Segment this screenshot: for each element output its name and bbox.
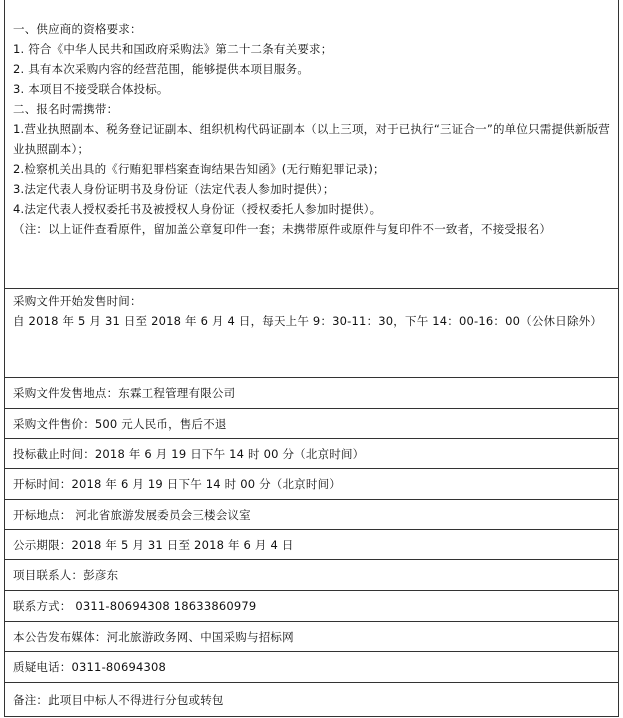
registration-item-3: 3.法定代表人身份证明书及身份证（法定代表人参加时提供）； xyxy=(13,182,335,196)
sale-time-title: 采购文件开始发售时间： xyxy=(13,294,142,308)
bid-opening-location-text: 开标地点： 河北省旅游发展委员会三楼会议室 xyxy=(13,507,251,522)
query-phone-row xyxy=(5,652,618,683)
registration-note: （注：以上证件查看原件，留加盖公章复印件一套；未携带原件或原件与复印件不一致者，不接受报名） xyxy=(13,222,552,236)
publish-media-text: 本公告发布媒体：河北旅游政务网、中国采购与招标网 xyxy=(13,629,294,644)
announcement-table xyxy=(4,0,619,717)
publicity-period-text: 公示期限：2018 年 5 月 31 日至 2018 年 6 月 4 日 xyxy=(13,537,294,552)
sale-place-row xyxy=(5,378,618,409)
qualification-heading: 一、供应商的资格要求： xyxy=(13,22,142,36)
registration-heading: 二、报名时需携带： xyxy=(13,102,119,116)
project-contact-text: 项目联系人：彭彦东 xyxy=(13,568,119,582)
publicity-period-row xyxy=(5,530,618,560)
qualification-item-3: 3. 本项目不接受联合体投标。 xyxy=(13,82,169,96)
sale-time-period: 自 2018 年 5 月 31 日至 2018 年 6 月 4 日，每天上午 9：30-11：30，下午 14：00-16：00（公休日除外） xyxy=(13,314,603,328)
contact-phones-text: 联系方式： 0311-80694308 18633860979 xyxy=(13,599,257,613)
registration-item-1: 1.营业执照副本、税务登记证副本、组织机构代码证副本（以上三项，对于已执行“三证合一”的单位只需提供新版营业执照副本）； xyxy=(13,122,610,156)
registration-item-2: 2.检察机关出具的《行贿犯罪档案查询结果告知函》(无行贿犯罪记录)； xyxy=(13,162,385,176)
query-phone-text: 质疑电话：0311-80694308 xyxy=(13,660,167,674)
bid-deadline-text: 投标截止时间：2018 年 6 月 19 日下午 14 时 00 分（北京时间） xyxy=(13,446,365,461)
requirements-cell xyxy=(5,0,618,289)
registration-item-4: 4.法定代表人授权委托书及被授权人身份证（授权委托人参加时提供）。 xyxy=(13,202,382,216)
bid-opening-time-row xyxy=(5,469,618,500)
bid-deadline-row xyxy=(5,439,618,469)
sale-price-text: 采购文件售价：500 元人民币，售后不退 xyxy=(13,416,227,431)
sale-time-cell xyxy=(5,289,618,378)
sale-place-text: 采购文件发售地点：东霖工程管理有限公司 xyxy=(13,386,236,400)
project-contact-row xyxy=(5,560,618,591)
qualification-item-1: 1. 符合《中华人民共和国政府采购法》第二十二条有关要求； xyxy=(13,42,333,56)
bid-opening-location-row xyxy=(5,500,618,530)
qualification-item-2: 2. 具有本次采购内容的经营范围，能够提供本项目服务。 xyxy=(13,62,310,76)
bid-opening-time-text: 开标时间：2018 年 6 月 19 日下午 14 时 00 分（北京时间） xyxy=(13,477,341,491)
sale-price-row xyxy=(5,409,618,439)
remark-row xyxy=(5,683,618,717)
remark-text: 备注：此项目中标人不得进行分包或转包 xyxy=(13,692,224,707)
publish-media-row xyxy=(5,622,618,652)
contact-phones-row xyxy=(5,591,618,622)
